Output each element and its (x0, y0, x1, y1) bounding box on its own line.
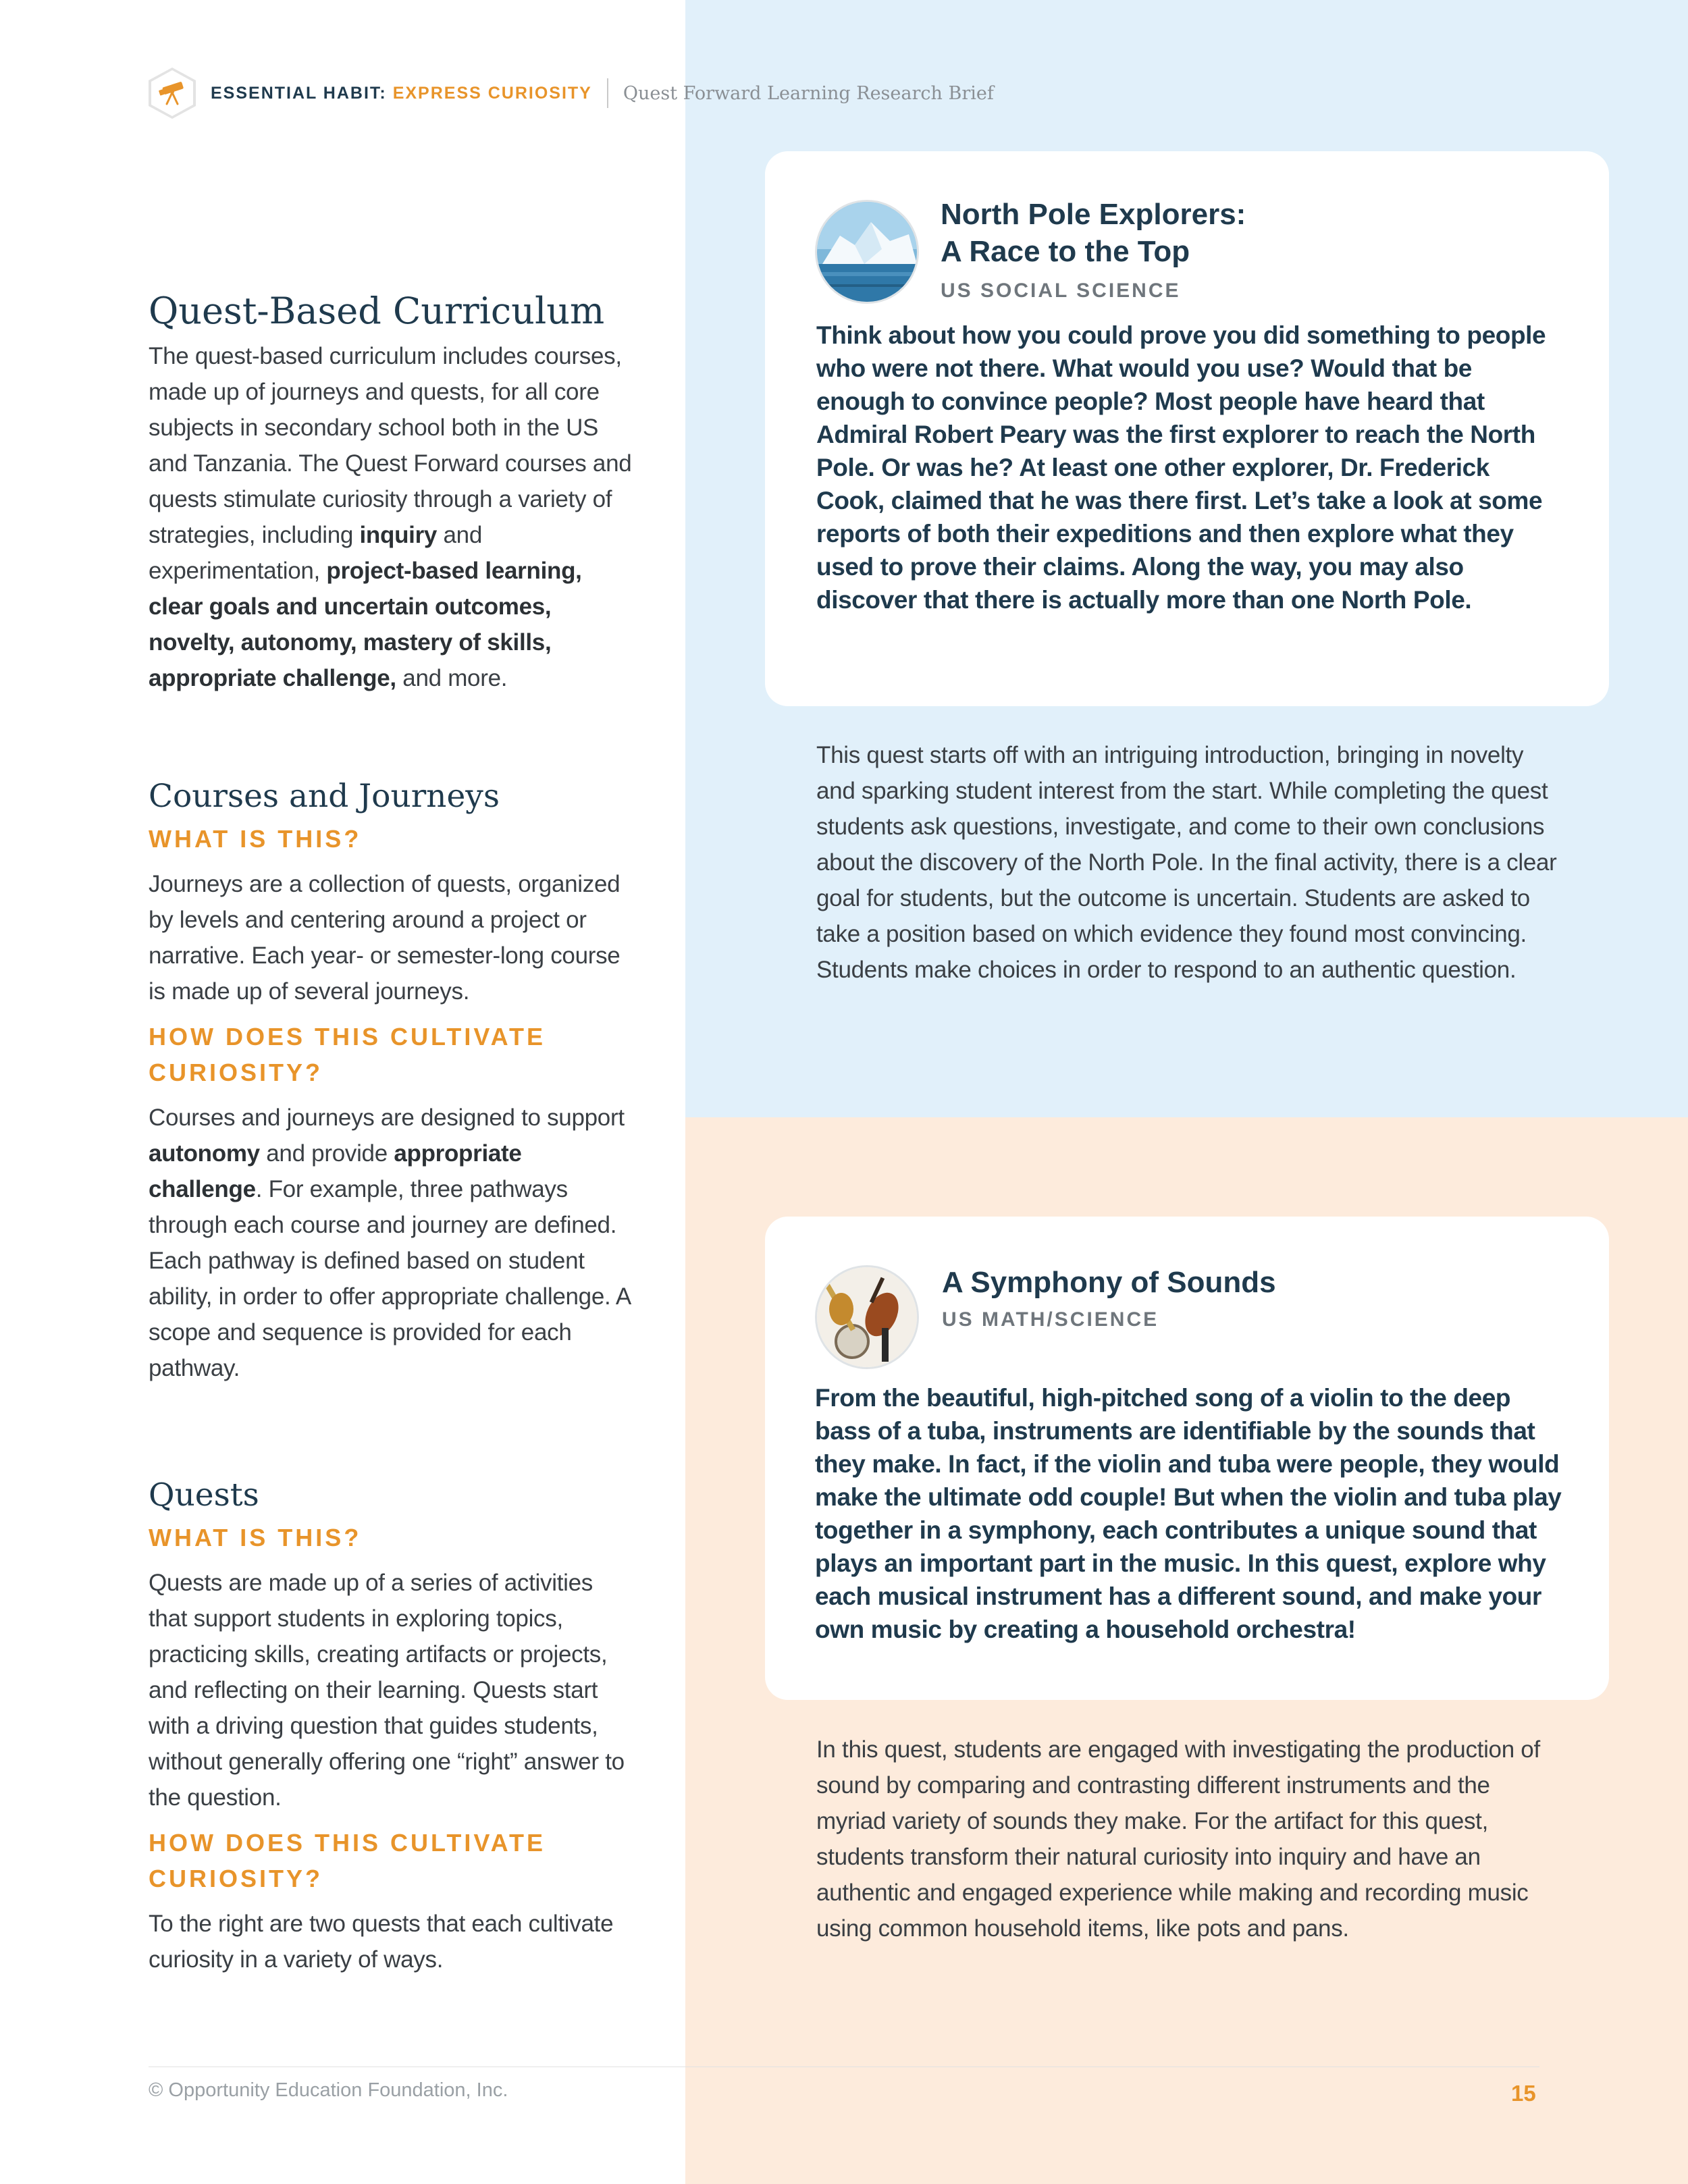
what-is-this-label: WHAT IS THIS? (149, 1524, 362, 1551)
quest2-description: In this quest, students are engaged with investigating the production of sound by comparing and contrasting different instruments and the myriad variety of sounds they make. For the artifact for this quest, students transform their natural curiosity into inquiry and have an authentic and engaged experience while making and recording music using common household items, like pots and pans. (816, 1736, 1540, 1942)
habit-title (211, 84, 592, 103)
copyright: © Opportunity Education Foundation, Inc. (149, 2079, 508, 2101)
telescope-icon (157, 78, 187, 108)
header-divider (607, 78, 608, 108)
iceberg-icon (815, 200, 919, 304)
habit-prefix: ESSENTIAL HABIT: (211, 83, 387, 103)
instruments-icon (815, 1265, 919, 1369)
how-cultivate-label: HOW DOES THIS CULTIVATE CURIOSITY? (149, 1023, 546, 1086)
quest-subject: US SOCIAL SCIENCE (941, 279, 1181, 302)
habit-name: EXPRESS CURIOSITY (392, 83, 592, 103)
section-title: Quest-Based Curriculum (149, 290, 605, 332)
how-cultivate-text: To the right are two quests that each cultivate curiosity in a variety of ways. (149, 1911, 614, 1973)
section-title: Courses and Journeys (149, 778, 500, 815)
section-title: Quests (149, 1476, 259, 1514)
habit-badge (149, 68, 196, 119)
quest-card-north-pole (765, 151, 1609, 706)
quest-title: A Symphony of Sounds (942, 1266, 1276, 1299)
what-is-this-text: Quests are made up of a series of activities that support students in exploring topics, practicing skills, creating artifacts or projects, and reflecting on their learning. Quests start with a driving question that guides students, without generally offering one “right” answer to the question. (149, 1570, 625, 1811)
quest-title: North Pole Explorers: A Race to the Top (941, 198, 1246, 268)
what-is-this-label: WHAT IS THIS? (149, 825, 362, 853)
section-courses-and-journeys (149, 775, 635, 1386)
section-body: The quest-based curriculum includes courses, made up of journeys and quests, for all core subjects in secondary school both in the US and Tanzania. The Quest Forward courses and quests stimulate curiosity through a variety of strategies, including inquiry and experimentation, project-based learning, clear goals and uncertain outcomes, novelty, autonomy, mastery of skills, appropriate challenge, and more. (149, 343, 632, 691)
quest1-description: This quest starts off with an intriguing introduction, bringing in novelty and sparking student interest from the start. While completing the quest students ask questions, investigate, and come to their own conclusions about the discovery of the North Pole. In the final activity, there is a clear goal for students, but the outcome is uncertain. Students are asked to take a position based on which evidence they found most convincing. Students make choices in order to respond to an authentic question. (816, 742, 1557, 983)
quest-card-symphony (765, 1217, 1609, 1700)
how-cultivate-text: Courses and journeys are designed to support autonomy and provide appropriate challenge. For example, three pathways through each course and journey are defined. Each pathway is defined based on student ability, in order to offer appropriate challenge. A scope and sequence is provided for each pathway. (149, 1104, 631, 1381)
page-number: 15 (1511, 2081, 1536, 2106)
page-header (149, 66, 994, 120)
how-cultivate-label: HOW DOES THIS CULTIVATE CURIOSITY? (149, 1829, 546, 1892)
quest-subject: US MATH/SCIENCE (942, 1308, 1159, 1331)
quest-teaser: From the beautiful, high-pitched song of a violin to the deep bass of a tuba, instruments are identifiable by the sounds that they make. In fact, if the violin and tuba were people, they would make the ultimate odd couple! But when the violin and tuba play together in a symphony, each contributes a unique sound that plays an important part in the music. In this quest, explore why each musical instrument has a different sound, and make your own music by creating a household orchestra! (815, 1384, 1562, 1643)
brief-title: Quest Forward Learning Research Brief (623, 82, 994, 104)
section-quest-based-curriculum (149, 287, 635, 696)
section-quests (149, 1474, 635, 1977)
what-is-this-text: Journeys are a collection of quests, organized by levels and centering around a project or narrative. Each year- or semester-long course is made up of several journeys. (149, 871, 621, 1005)
quest-teaser: Think about how you could prove you did something to people who were not there. What would you use? Would that be enough to convince people? Most people have heard that Admiral Robert Peary was the first explorer to reach the North Pole. Or was he? At least one other explorer, Dr. Frederick Cook, claimed that he was there first. Let’s take a look at some reports of both their expeditions and then explore what they used to prove their claims. Along the way, you may also discover that there is actually more than one North Pole. (816, 321, 1546, 614)
